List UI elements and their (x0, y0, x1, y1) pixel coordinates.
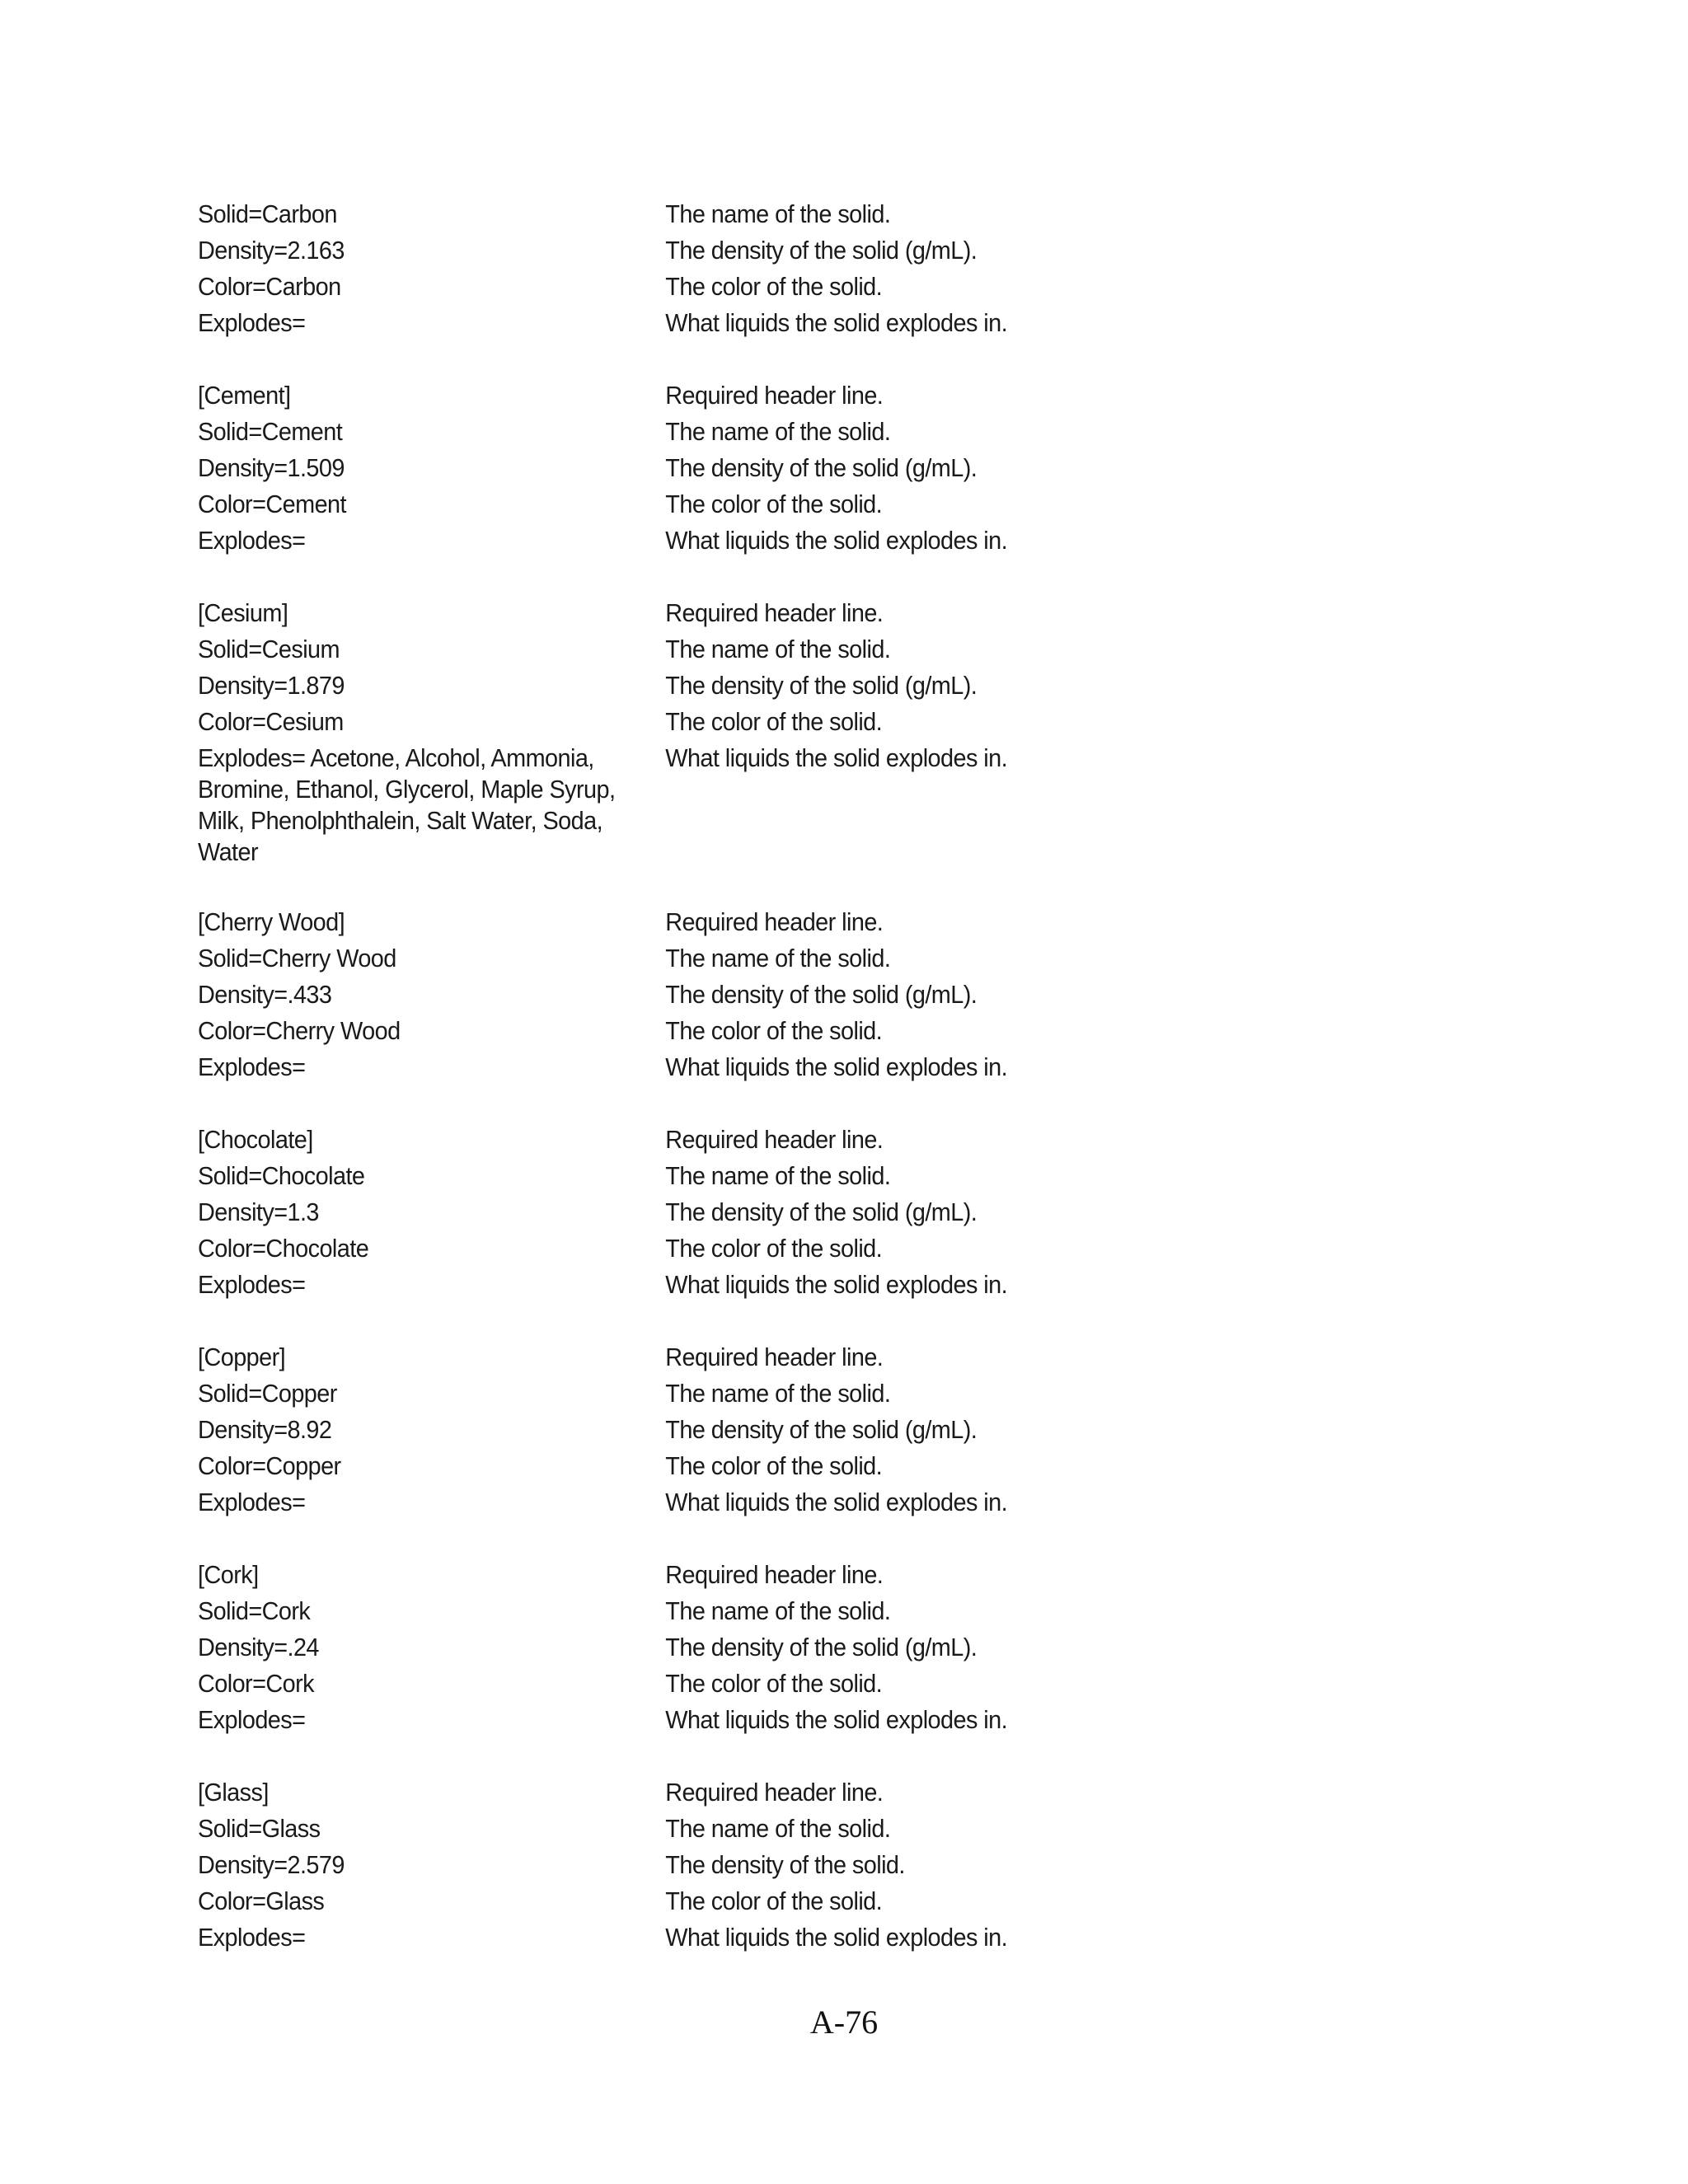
entry-row (198, 1122, 1424, 1158)
entry-row (198, 904, 1424, 940)
entry-row (198, 450, 1424, 486)
entry-key: Color=Cesium (198, 707, 344, 736)
entry-key: Density=.433 (198, 980, 332, 1009)
entry-row (198, 232, 1424, 269)
entry-key: Explodes= (198, 526, 306, 555)
entry-key: Density=2.163 (198, 236, 345, 265)
entry-row (198, 1013, 1424, 1049)
entry-row (198, 305, 1424, 341)
entry-key: Solid=Glass (198, 1814, 321, 1843)
entry-key: Color=Cork (198, 1669, 315, 1698)
entry-row (198, 1194, 1424, 1230)
entry-key: Density=2.579 (198, 1850, 345, 1879)
entry-key: Solid=Cork (198, 1596, 311, 1625)
entry-description: What liquids the solid explodes in. (665, 526, 1008, 555)
entry-row (198, 1702, 1424, 1738)
entry-row (198, 1376, 1424, 1412)
entry-row (198, 977, 1424, 1013)
entry-description: The density of the solid (g/mL). (665, 236, 978, 265)
entry-key: Color=Cement (198, 490, 346, 518)
entry-row (198, 1557, 1424, 1593)
entry-key: Density=8.92 (198, 1415, 332, 1444)
entry-description: What liquids the solid explodes in. (665, 1923, 1008, 1952)
entry-description: The density of the solid (g/mL). (665, 671, 978, 700)
solid-entry-cherry-wood (198, 904, 1424, 1085)
entry-description: The name of the solid. (665, 1596, 891, 1625)
entry-description: The name of the solid. (665, 199, 891, 228)
entry-description: The color of the solid. (665, 1234, 883, 1263)
solid-entry-cesium (198, 595, 1424, 868)
entry-description: Required header line. (665, 598, 884, 627)
entry-description: The name of the solid. (665, 635, 891, 663)
entry-key: Density=1.3 (198, 1197, 319, 1226)
solid-entry-carbon (198, 196, 1424, 341)
entry-row (198, 1629, 1424, 1666)
entry-row (198, 1883, 1424, 1919)
entry-row (198, 1847, 1424, 1883)
entry-description: The name of the solid. (665, 1379, 891, 1408)
page-number: A-76 (809, 2004, 879, 2041)
entry-description: Required header line. (665, 1560, 884, 1589)
entry-row (198, 486, 1424, 523)
entry-description: The color of the solid. (665, 1016, 883, 1045)
entry-row (198, 1448, 1424, 1484)
entry-header: [Chocolate] (198, 1125, 313, 1154)
solid-entry-cement (198, 377, 1424, 559)
entry-row (198, 1484, 1424, 1521)
entry-description: What liquids the solid explodes in. (665, 308, 1008, 337)
entry-row (198, 1339, 1424, 1376)
entry-description: Required header line. (665, 1125, 884, 1154)
entry-key: Solid=Cherry Wood (198, 944, 396, 972)
entry-row (198, 631, 1424, 668)
entry-description: The color of the solid. (665, 1886, 883, 1915)
entry-description: The density of the solid (g/mL). (665, 1415, 978, 1444)
entry-row (198, 1774, 1424, 1811)
entry-row (198, 1919, 1424, 1956)
solid-entry-glass (198, 1774, 1424, 1956)
entry-key: Solid=Carbon (198, 199, 337, 228)
entry-description: The color of the solid. (665, 1669, 883, 1698)
entry-header: [Copper] (198, 1343, 286, 1371)
entry-description: Required header line. (665, 1778, 884, 1807)
entry-key: Color=Carbon (198, 272, 341, 301)
entry-description: What liquids the solid explodes in. (665, 1052, 1008, 1081)
entry-header: [Cement] (198, 381, 291, 410)
entry-description: Required header line. (665, 381, 884, 410)
entry-description: What liquids the solid explodes in. (665, 1488, 1008, 1516)
entry-description: The density of the solid (g/mL). (665, 1197, 978, 1226)
entry-description: The density of the solid (g/mL). (665, 1633, 978, 1661)
entry-description: The name of the solid. (665, 1161, 891, 1190)
entry-description: What liquids the solid explodes in. (665, 743, 1008, 772)
entry-header: [Cherry Wood] (198, 907, 345, 936)
entry-row (198, 196, 1424, 232)
entry-row (198, 595, 1424, 631)
entry-row (198, 269, 1424, 305)
entry-description: The name of the solid. (665, 1814, 891, 1843)
entry-description: The density of the solid (g/mL). (665, 453, 978, 482)
entry-row (198, 523, 1424, 559)
entry-description: The name of the solid. (665, 417, 891, 446)
entry-key: Density=1.879 (198, 671, 345, 700)
entry-row (198, 1267, 1424, 1303)
entry-row (198, 1666, 1424, 1702)
entry-row (198, 668, 1424, 704)
entry-description: Required header line. (665, 907, 884, 936)
entry-description: The color of the solid. (665, 490, 883, 518)
entry-key: Solid=Cesium (198, 635, 340, 663)
entry-key: Solid=Copper (198, 1379, 337, 1408)
entry-description: The density of the solid. (665, 1850, 905, 1879)
entry-description: The color of the solid. (665, 272, 883, 301)
entry-description: The color of the solid. (665, 1451, 883, 1480)
entry-row (198, 414, 1424, 450)
entry-header: [Cork] (198, 1560, 259, 1589)
entry-key: Color=Chocolate (198, 1234, 369, 1263)
entry-description: The color of the solid. (665, 707, 883, 736)
entry-header: [Glass] (198, 1778, 269, 1807)
entry-description: What liquids the solid explodes in. (665, 1270, 1008, 1299)
entry-key: Explodes= (198, 1270, 306, 1299)
entry-description: The name of the solid. (665, 944, 891, 972)
entry-key: Explodes= (198, 1923, 306, 1952)
entry-key: Explodes= (198, 308, 306, 337)
page-body (198, 196, 1424, 1992)
entry-key: Explodes= (198, 1052, 306, 1081)
entry-row (198, 940, 1424, 977)
entry-row (198, 1811, 1424, 1847)
entry-key: Density=1.509 (198, 453, 345, 482)
entry-row (198, 740, 1424, 868)
entry-row (198, 1412, 1424, 1448)
entry-key: Explodes= Acetone, Alcohol, Ammonia, Bromine, Ethanol, Glycerol, Maple Syrup, Milk, Phenolphthalein, Salt Water, Soda, Water (198, 743, 616, 866)
entry-key: Solid=Cement (198, 417, 343, 446)
entry-key: Explodes= (198, 1488, 306, 1516)
entry-row (198, 1230, 1424, 1267)
solid-entry-cork (198, 1557, 1424, 1738)
entry-description: What liquids the solid explodes in. (665, 1705, 1008, 1734)
entry-key: Solid=Chocolate (198, 1161, 365, 1190)
entry-row (198, 1158, 1424, 1194)
entry-key: Color=Copper (198, 1451, 341, 1480)
entry-row (198, 377, 1424, 414)
entry-row (198, 704, 1424, 740)
entry-header: [Cesium] (198, 598, 288, 627)
entry-row (198, 1049, 1424, 1085)
entry-row (198, 1593, 1424, 1629)
entry-description: The density of the solid (g/mL). (665, 980, 978, 1009)
entry-description: Required header line. (665, 1343, 884, 1371)
entry-key: Explodes= (198, 1705, 306, 1734)
solid-entry-chocolate (198, 1122, 1424, 1303)
entry-key: Density=.24 (198, 1633, 319, 1661)
solid-entry-copper (198, 1339, 1424, 1521)
entry-key: Color=Glass (198, 1886, 325, 1915)
entry-key: Color=Cherry Wood (198, 1016, 401, 1045)
